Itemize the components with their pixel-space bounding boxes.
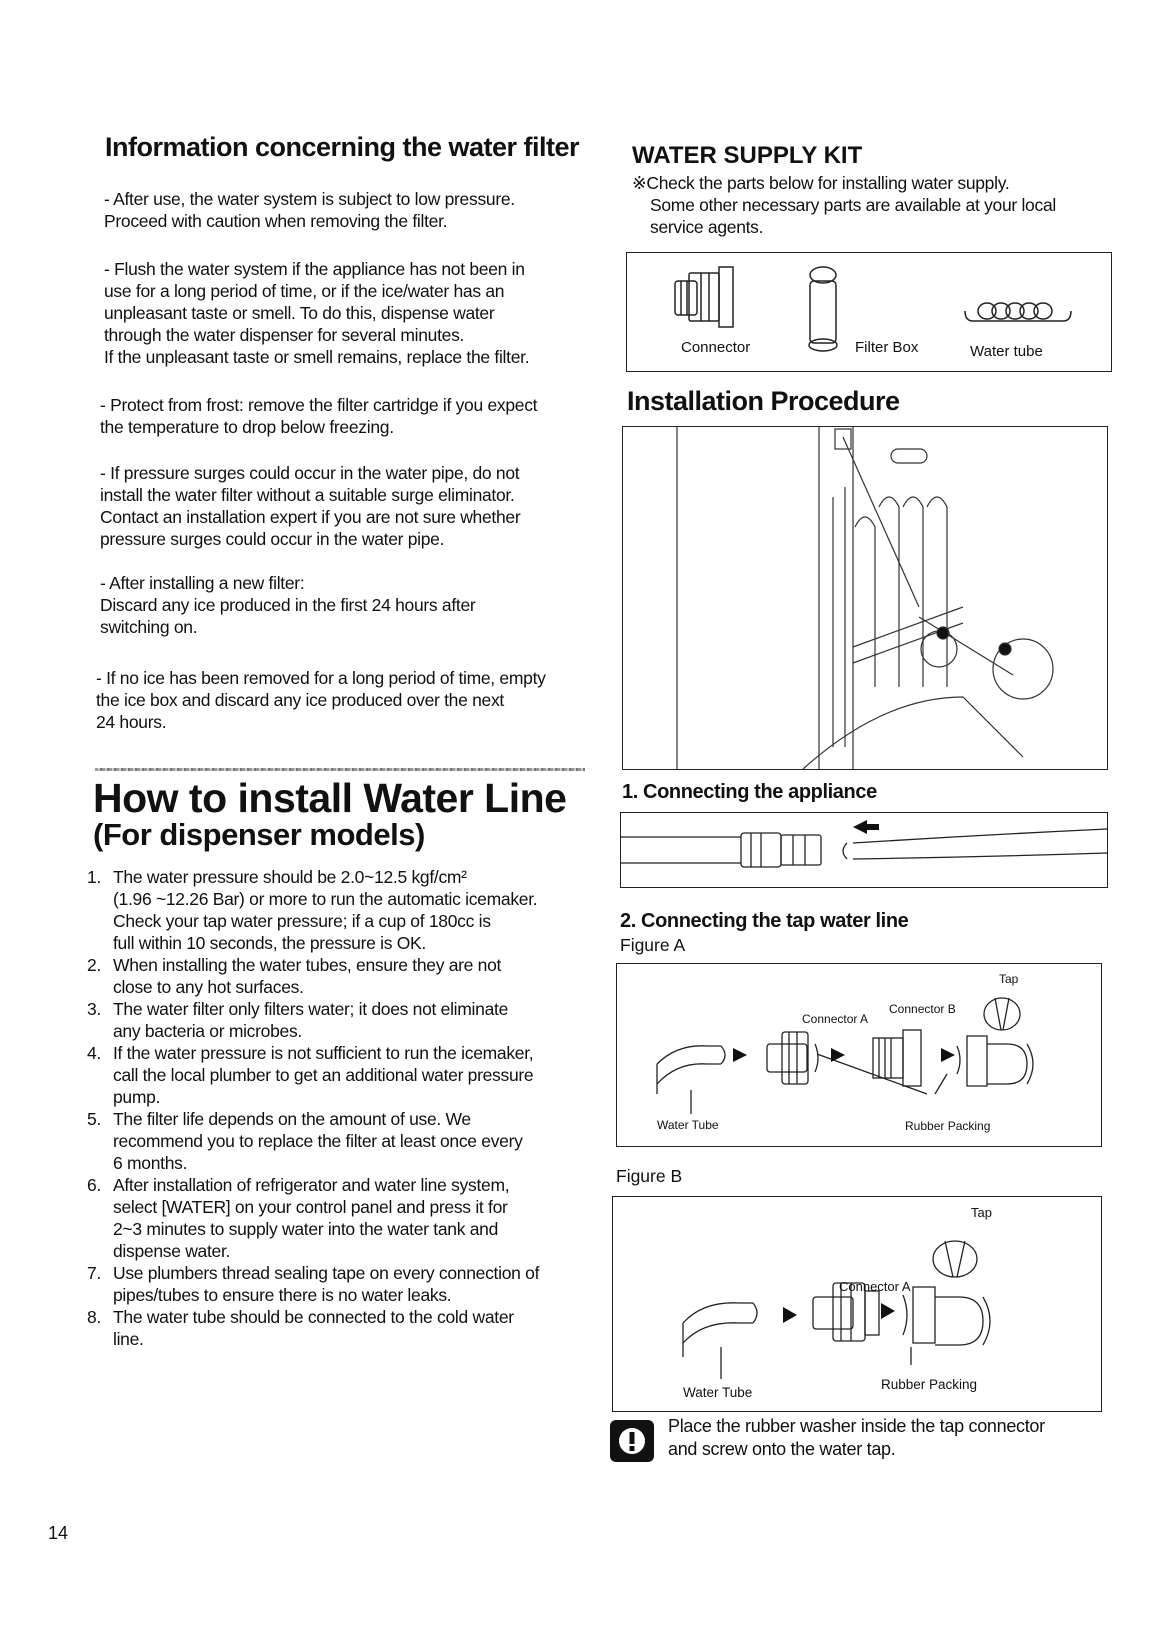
info-paragraph: - Protect from frost: remove the filter cartridge if you expect the temperature to drop below freezing. (100, 395, 538, 437)
figure-a-label: Figure A (620, 935, 686, 955)
install-step: 4. If the water pressure is not sufficient to run the icemaker, call the local plumber to get an additional water pressure pump. (87, 1043, 534, 1107)
part-label-connector: Connector (681, 339, 751, 356)
appliance-connector-drawing (621, 813, 1107, 887)
info-paragraph: - After use, the water system is subject to low pressure. Proceed with caution when removing the filter. (104, 189, 515, 231)
install-step: 5. The filter life depends on the amount of use. We recommend you to replace the filter at least once every 6 months. (87, 1109, 523, 1173)
kit-title: WATER SUPPLY KIT (632, 142, 863, 169)
info-title: Information concerning the water filter (105, 132, 580, 162)
install-subtitle: (For dispenser models) (93, 817, 425, 852)
page-number: 14 (48, 1523, 69, 1543)
figure-b-connector-a-label: Connector A (839, 1279, 911, 1294)
figure-a-tap-label: Tap (999, 972, 1019, 986)
refrigerator-back-drawing (623, 427, 1107, 769)
kit-parts-box (626, 252, 1112, 372)
info-paragraph: - If no ice has been removed for a long period of time, empty the ice box and discard any ice produced over the next 24 hours. (96, 668, 546, 732)
install-steps (87, 866, 587, 1350)
figure-b-diagram (612, 1196, 1102, 1412)
figure-b-water-tube-label: Water Tube (683, 1385, 753, 1400)
arrow-right-icon (941, 1048, 955, 1062)
step2-title: 2. Connecting the tap water line (620, 910, 909, 932)
arrow-right-icon (881, 1303, 895, 1319)
figure-b-tap-label: Tap (971, 1205, 992, 1220)
connector-icon (675, 267, 733, 327)
figure-a-connector-a-label: Connector A (802, 1012, 869, 1026)
figure-b-label: Figure B (616, 1166, 683, 1186)
filter-box-icon (809, 267, 837, 351)
water-tube-icon (965, 303, 1071, 321)
installation-illustration (622, 426, 1108, 770)
install-step: 7. Use plumbers thread sealing tape on every connection of pipes/tubes to ensure there is no water leaks. (87, 1263, 540, 1305)
info-paragraph: - After installing a new filter: Discard any ice produced in the first 24 hours after switching on. (100, 573, 476, 637)
figure-a-diagram (616, 963, 1102, 1147)
figure-b-rubber-packing-label: Rubber Packing (881, 1377, 978, 1392)
install-step: 2. When installing the water tubes, ensure they are not close to any hot surfaces. (87, 955, 502, 997)
section-divider (95, 768, 585, 771)
notice-text: Place the rubber washer inside the tap connector and screw onto the water tap. (668, 1416, 1045, 1459)
kit-note: ※Check the parts below for installing water supply. Some other necessary parts are available at your local service agents. (632, 173, 1056, 237)
install-step: 3. The water filter only filters water; it does not eliminate any bacteria or microbes. (87, 999, 508, 1041)
step1-title: 1. Connecting the appliance (622, 781, 877, 803)
figure-a-connector-b-label: Connector B (889, 1002, 956, 1016)
figure-b-drawing (613, 1197, 1101, 1411)
figure-a-water-tube-label: Water Tube (657, 1118, 719, 1132)
info-paragraph: - Flush the water system if the appliance has not been in use for a long period of time, or if the ice/water has an unpleasant taste or smell. To do this, dispense water through the water dispenser for several minutes. If the unpleasant taste or smell remains, replace the filter. (104, 259, 530, 367)
install-step: 1. The water pressure should be 2.0~12.5 kgf/cm² (1.96 ~12.26 Bar) or more to run the automatic icemaker. Check your tap water pressure; if a cup of 180cc is full within 10 seconds, the pressure is OK. (87, 867, 538, 953)
arrow-left-icon (853, 820, 879, 834)
procedure-title: Installation Procedure (627, 386, 900, 416)
info-paragraph: - If pressure surges could occur in the water pipe, do not install the water filter without a suitable surge eliminator. Contact an installation expert if you are not sure whether pressure surges could occur in the water pipe. (100, 463, 521, 549)
arrow-right-icon (733, 1048, 747, 1062)
install-step: 6. After installation of refrigerator and water line system, select [WATER] on your control panel and press it for 2~3 minutes to supply water into the water tank and dispense water. (87, 1175, 510, 1261)
part-label-filter-box: Filter Box (855, 339, 919, 356)
install-step: 8. The water tube should be connected to the cold water line. (87, 1307, 514, 1349)
connecting-appliance-diagram (620, 812, 1108, 888)
figure-a-rubber-packing-label: Rubber Packing (905, 1119, 991, 1133)
part-label-water-tube: Water tube (970, 343, 1043, 360)
arrow-right-icon (783, 1307, 797, 1323)
arrow-right-icon (831, 1048, 845, 1062)
warning-icon (610, 1420, 654, 1462)
install-title: How to install Water Line (93, 775, 567, 821)
